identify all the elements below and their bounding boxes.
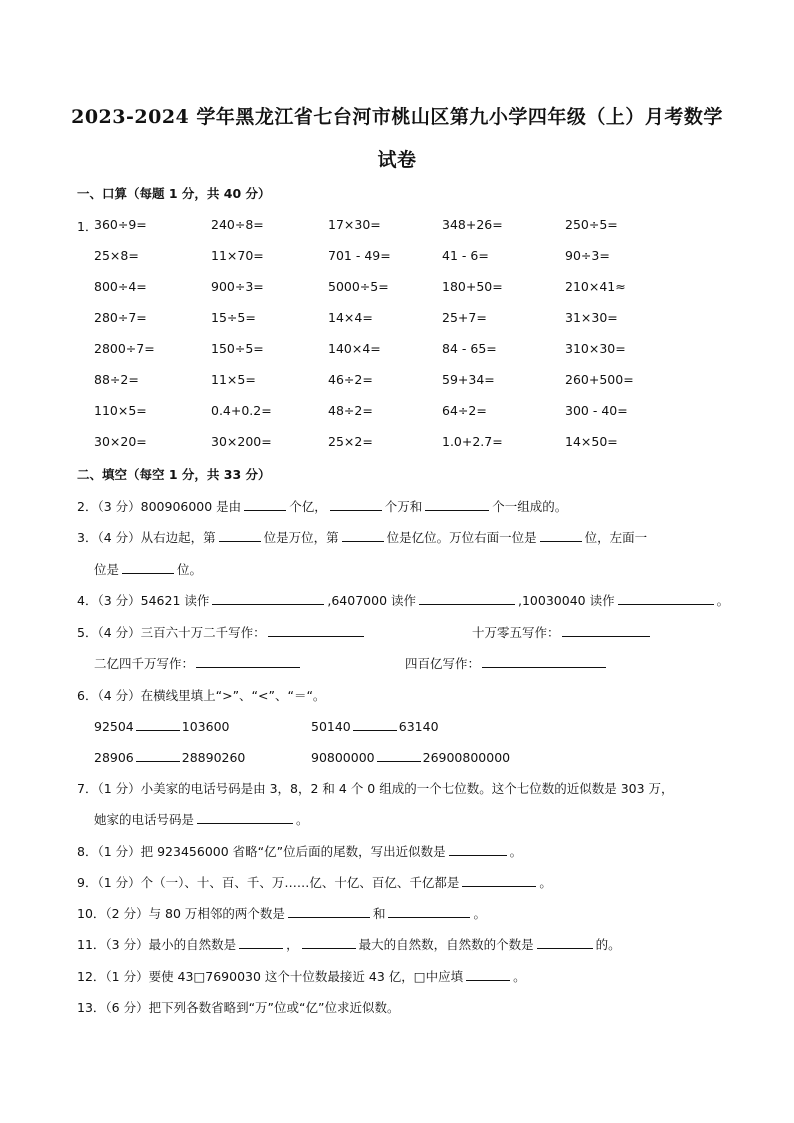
answer-blank[interactable] xyxy=(537,935,593,949)
question-5-part-2: 十万零五写作： xyxy=(472,623,652,641)
answer-blank[interactable] xyxy=(388,904,470,918)
question-3-continued: 位是 位。 xyxy=(94,562,203,577)
question-number-1: 1． xyxy=(77,219,98,234)
question-5: 5．（4 分）三百六十万二千写作： xyxy=(77,623,366,641)
calc-item: 150÷5= xyxy=(211,341,264,356)
answer-blank[interactable] xyxy=(219,528,261,542)
calc-item: 180+50= xyxy=(442,279,503,294)
calc-item: 64÷2= xyxy=(442,403,487,418)
calc-item: 348+26= xyxy=(442,217,503,232)
question-7: 7．（1 分）小美家的电话号码是由 3，8，2 和 4 个 0 组成的一个七位数。这个七位数的近似数是 303 万， xyxy=(77,781,674,796)
question-6: 6．（4 分）在横线里填上“>”、“<”、“＝“。 xyxy=(77,688,326,703)
calc-item: 310×30= xyxy=(565,341,626,356)
calc-item: 41 - 6= xyxy=(442,248,489,263)
calc-item: 11×70= xyxy=(211,248,264,263)
question-5-part-4: 四百亿写作： xyxy=(405,654,608,672)
question-7-continued: 她家的电话号码是 。 xyxy=(94,812,309,827)
compare-pair: 28906 28890260 xyxy=(94,750,246,765)
compare-pair: 90800000 26900800000 xyxy=(311,750,511,765)
question-9: 9．（1 分）个（一）、十、百、千、万……亿、十亿、百亿、千亿都是 。 xyxy=(77,875,552,890)
answer-blank[interactable] xyxy=(268,623,364,637)
answer-blank[interactable] xyxy=(197,810,293,824)
answer-blank[interactable] xyxy=(419,591,515,605)
calc-item: 250÷5= xyxy=(565,217,618,232)
calc-item: 300 - 40= xyxy=(565,403,628,418)
calc-item: 30×20= xyxy=(94,434,147,449)
answer-blank[interactable] xyxy=(462,873,536,887)
calc-item: 88÷2= xyxy=(94,372,139,387)
calc-item: 84 - 65= xyxy=(442,341,497,356)
question-11: 11．（3 分）最小的自然数是 ， 最大的自然数，自然数的个数是 的。 xyxy=(77,937,621,952)
calc-item: 14×50= xyxy=(565,434,618,449)
answer-blank[interactable] xyxy=(562,623,650,637)
calc-item: 701 - 49= xyxy=(328,248,391,263)
question-4: 4．（3 分）54621 读作 ,6407000 读作 ,10030040 读作 。 xyxy=(77,593,730,608)
answer-blank[interactable] xyxy=(122,560,174,574)
calc-item: 0.4+0.2= xyxy=(211,403,272,418)
answer-blank[interactable] xyxy=(288,904,370,918)
answer-blank[interactable] xyxy=(330,497,382,511)
calc-item: 17×30= xyxy=(328,217,381,232)
calc-item: 59+34= xyxy=(442,372,495,387)
calc-item: 2800÷7= xyxy=(94,341,155,356)
question-12: 12．（1 分）要使 43□7690030 这个十位数最接近 43 亿，□中应填 。 xyxy=(77,969,526,984)
calc-item: 90÷3= xyxy=(565,248,610,263)
calc-item: 46÷2= xyxy=(328,372,373,387)
answer-blank[interactable] xyxy=(449,842,507,856)
question-13: 13．（6 分）把下列各数省略到“万”位或“亿”位求近似数。 xyxy=(77,1000,400,1015)
compare-pair: 50140 63140 xyxy=(311,719,439,734)
answer-blank[interactable] xyxy=(377,748,421,762)
calc-item: 140×4= xyxy=(328,341,381,356)
answer-blank[interactable] xyxy=(212,591,324,605)
calc-item: 210×41≈ xyxy=(565,279,626,294)
calc-item: 15÷5= xyxy=(211,310,256,325)
calc-item: 25+7= xyxy=(442,310,487,325)
question-10: 10．（2 分）与 80 万相邻的两个数是 和 。 xyxy=(77,906,486,921)
answer-blank[interactable] xyxy=(482,654,606,668)
answer-blank[interactable] xyxy=(136,717,180,731)
question-5-part-3: 二亿四千万写作： xyxy=(94,654,302,672)
exam-title: 2023-2024 学年黑龙江省七台河市桃山区第九小学四年级（上）月考数学 xyxy=(71,106,723,128)
answer-blank[interactable] xyxy=(342,528,384,542)
calc-item: 11×5= xyxy=(211,372,256,387)
calc-item: 110×5= xyxy=(94,403,147,418)
answer-blank[interactable] xyxy=(466,967,510,981)
calc-item: 800÷4= xyxy=(94,279,147,294)
calc-item: 1.0+2.7= xyxy=(442,434,503,449)
calc-item: 900÷3= xyxy=(211,279,264,294)
question-8: 8．（1 分）把 923456000 省略“亿”位后面的尾数，写出近似数是 。 xyxy=(77,844,523,859)
calc-item: 25×8= xyxy=(94,248,139,263)
answer-blank[interactable] xyxy=(618,591,714,605)
question-3: 3．（4 分）从右边起，第 位是万位，第 位是亿位。万位右面一位是 位，左面一 xyxy=(77,530,648,545)
calc-item: 31×30= xyxy=(565,310,618,325)
section-2-heading: 二、填空（每空 1 分，共 33 分） xyxy=(77,467,271,482)
exam-title-continued: 试卷 xyxy=(377,149,417,171)
answer-blank[interactable] xyxy=(136,748,180,762)
calc-item: 5000÷5= xyxy=(328,279,389,294)
question-2: 2．（3 分）800906000 是由 个亿， 个万和 个一组成的。 xyxy=(77,499,568,514)
calc-item: 240÷8= xyxy=(211,217,264,232)
answer-blank[interactable] xyxy=(244,497,286,511)
calc-item: 260+500= xyxy=(565,372,634,387)
section-1-heading: 一、口算（每题 1 分，共 40 分） xyxy=(77,186,271,201)
compare-pair: 92504 103600 xyxy=(94,719,230,734)
answer-blank[interactable] xyxy=(239,935,283,949)
answer-blank[interactable] xyxy=(425,497,489,511)
answer-blank[interactable] xyxy=(353,717,397,731)
answer-blank[interactable] xyxy=(196,654,300,668)
calc-item: 14×4= xyxy=(328,310,373,325)
answer-blank[interactable] xyxy=(302,935,356,949)
calc-item: 30×200= xyxy=(211,434,272,449)
calc-item: 25×2= xyxy=(328,434,373,449)
calc-item: 360÷9= xyxy=(94,217,147,232)
calc-item: 48÷2= xyxy=(328,403,373,418)
answer-blank[interactable] xyxy=(540,528,582,542)
calc-item: 280÷7= xyxy=(94,310,147,325)
